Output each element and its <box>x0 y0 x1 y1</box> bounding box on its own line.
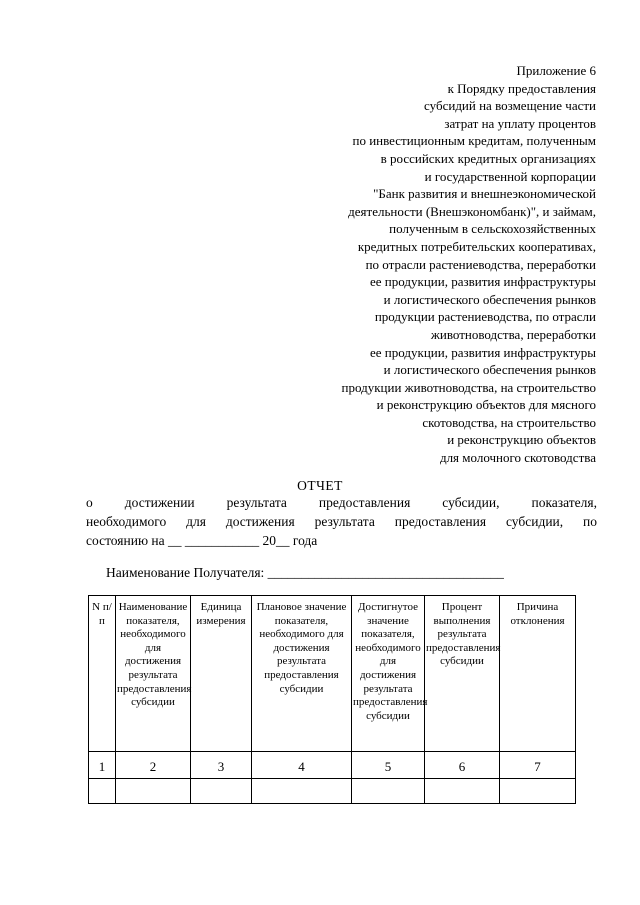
col-header-percent: Процент выполнения результата предоставления субсидии <box>425 596 500 752</box>
appendix-line: "Банк развития и внешнеэкономической <box>373 186 596 202</box>
empty-cell <box>252 779 352 804</box>
appendix-line: и реконструкцию объектов <box>447 432 596 448</box>
col-header-indicator-name: Наименование показателя, необходимого для достижения результата предоставления субсидии <box>116 596 191 752</box>
empty-cell <box>89 779 116 804</box>
appendix-line: и государственной корпорации <box>424 168 596 184</box>
appendix-line: скотоводства, на строительство <box>422 414 596 430</box>
appendix-line: продукции растениеводства, по отрасли <box>374 309 596 325</box>
appendix-line: и реконструкцию объектов для мясного <box>376 397 596 413</box>
subtitle-line: состоянию на __ ___________ 20__ года <box>86 533 318 548</box>
appendix-line: кредитных потребительских кооперативах, <box>357 238 596 254</box>
recipient-label: Наименование Получателя: ___________________________________ <box>106 565 504 580</box>
subtitle-line: о достижении результата предоставления субсидии, показателя, <box>86 495 597 510</box>
appendix-line: для молочного скотоводства <box>439 450 596 466</box>
column-number: 6 <box>425 752 500 779</box>
column-number: 2 <box>116 752 191 779</box>
col-header-achieved-value: Достигнутое значение показателя, необходимого для достижения результата предоставления субсидии <box>352 596 425 752</box>
subtitle-line: необходимого для достижения результата предоставления субсидии, по <box>86 514 597 529</box>
report-table <box>88 595 576 804</box>
appendix-header <box>280 62 596 467</box>
appendix-line: к Порядку предоставления <box>447 80 596 96</box>
appendix-line: Приложение 6 <box>516 63 596 78</box>
appendix-line: ее продукции, развития инфраструктуры <box>370 274 596 290</box>
appendix-line: в российских кредитных организациях <box>380 150 596 166</box>
column-number: 7 <box>500 752 576 779</box>
appendix-line: по отрасли растениеводства, переработки <box>365 256 596 272</box>
column-number: 1 <box>89 752 116 779</box>
empty-cell <box>425 779 500 804</box>
table-row <box>89 779 576 804</box>
column-number: 4 <box>252 752 352 779</box>
col-header-planned-value: Плановое значение показателя, необходимого для достижения результата предоставления субсидии <box>252 596 352 752</box>
empty-cell <box>191 779 252 804</box>
report-title: ОТЧЕТ <box>297 478 343 493</box>
report-subtitle <box>86 493 597 550</box>
empty-cell <box>500 779 576 804</box>
appendix-line: животноводства, переработки <box>430 326 596 342</box>
appendix-line: и логистического обеспечения рынков <box>383 362 596 378</box>
appendix-line: субсидий на возмещение части <box>424 98 596 114</box>
appendix-line: по инвестиционным кредитам, полученным <box>352 133 596 149</box>
appendix-line: продукции животноводства, на строительство <box>341 379 596 395</box>
col-header-deviation-reason: Причина отклонения <box>500 596 576 752</box>
column-number: 5 <box>352 752 425 779</box>
column-number-row <box>89 752 576 779</box>
appendix-line: затрат на уплату процентов <box>444 115 596 131</box>
appendix-line: и логистического обеспечения рынков <box>383 291 596 307</box>
empty-cell <box>116 779 191 804</box>
appendix-line: деятельности (Внешэкономбанк)", и займам, <box>348 203 596 219</box>
column-number: 3 <box>191 752 252 779</box>
table-header-row <box>89 596 576 752</box>
col-header-unit: Единица измерения <box>191 596 252 752</box>
appendix-line: полученным в сельскохозяйственных <box>389 221 596 237</box>
empty-cell <box>352 779 425 804</box>
appendix-line: ее продукции, развития инфраструктуры <box>370 344 596 360</box>
col-header-number: N п/п <box>89 596 116 752</box>
